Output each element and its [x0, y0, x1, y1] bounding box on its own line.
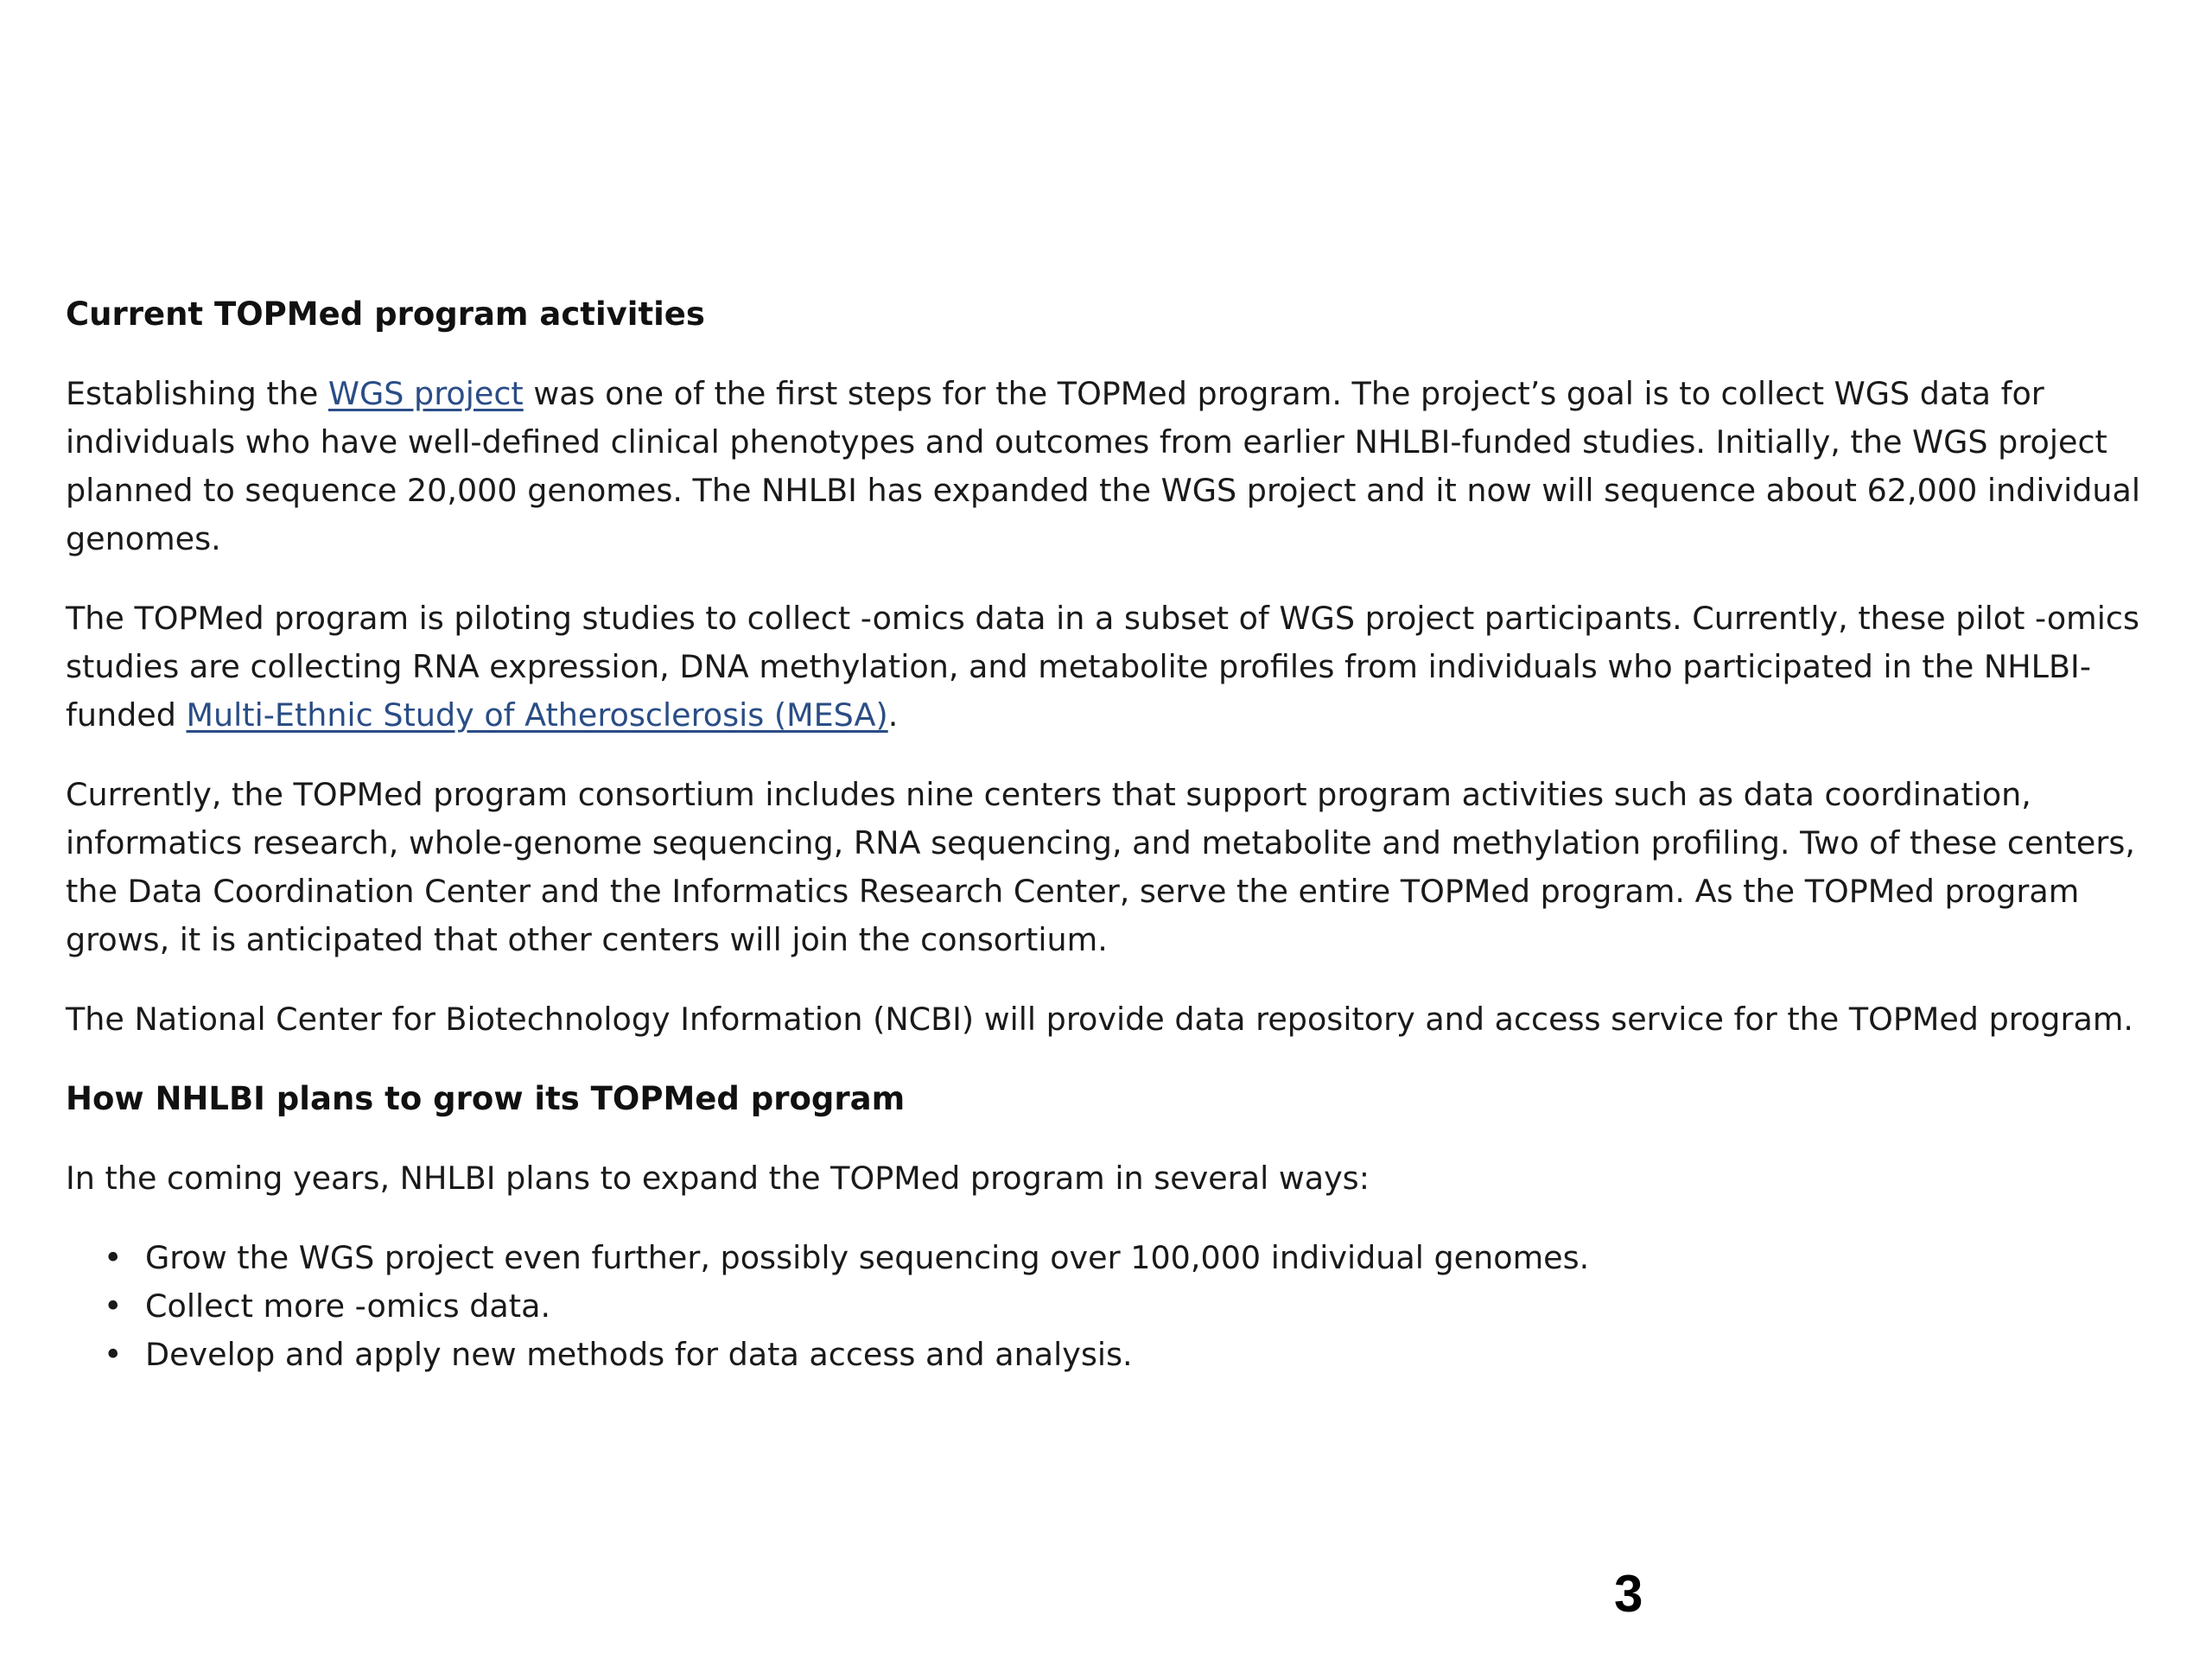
paragraph-consortium-centers: Currently, the TOPMed program consortium includes nine centers that support program activities such as data coordination, informatics research, whole-genome sequencing, RNA sequencing, and metabolite and methylation profiling. Two of these centers, the Data Coordination Center and the Informatics Research Center, serve the entire TOPMed program. As the TOPMed program grows, it is anticipated that other centers will join the consortium. — [66, 776, 2135, 958]
list-item — [66, 1234, 2191, 1282]
paragraph-text: . — [887, 696, 899, 734]
growth-plans-list — [66, 1234, 2191, 1379]
list-item-text: Collect more -omics data. — [145, 1287, 551, 1325]
list-item-text: Grow the WGS project even further, possibly sequencing over 100,000 individual genomes. — [145, 1239, 1590, 1276]
paragraph-omics-pilot — [66, 594, 2191, 740]
paragraph-growth-intro: In the coming years, NHLBI plans to expand the TOPMed program in several ways: — [66, 1160, 1370, 1197]
paragraph-wgs-project — [66, 370, 2191, 563]
paragraph-text: was one of the first steps for the TOPMed program. The project’s goal is to collect WGS data for individuals who have well-defined clinical phenotypes and outcomes from earlier NHLBI-funded studies. Initially, the WGS project planned to sequence 20,000 genomes. The NHLBI has expanded the WGS project and it now will sequence about 62,000 individual genomes. — [66, 375, 2141, 557]
wgs-project-link[interactable]: WGS project — [327, 375, 524, 412]
list-item — [66, 1331, 2191, 1379]
section-heading-current-activities: Current TOPMed program activities — [66, 296, 705, 333]
page-number: 3 — [1614, 1565, 1643, 1623]
mesa-study-link[interactable]: Multi-Ethnic Study of Atherosclerosis (MESA) — [186, 696, 888, 734]
document-body — [66, 290, 2191, 1379]
bullet-icon: • — [104, 1239, 123, 1276]
paragraph-ncbi: The National Center for Biotechnology Information (NCBI) will provide data repository and access service for the TOPMed program. — [66, 1001, 2133, 1038]
paragraph-text: Establishing the — [66, 375, 328, 412]
list-item — [66, 1282, 2191, 1331]
paragraph-text: The TOPMed program is piloting studies to collect -omics data in a subset of WGS project participants. Currently, these pilot -omics studies are collecting RNA expression, DNA methylation, and metabolite profiles from individuals who participated in the NHLBI-funded — [66, 600, 2139, 734]
list-item-text: Develop and apply new methods for data access and analysis. — [145, 1336, 1133, 1373]
section-heading-growth-plans: How NHLBI plans to grow its TOPMed program — [66, 1080, 906, 1117]
bullet-icon: • — [104, 1336, 123, 1373]
bullet-icon: • — [104, 1287, 123, 1325]
